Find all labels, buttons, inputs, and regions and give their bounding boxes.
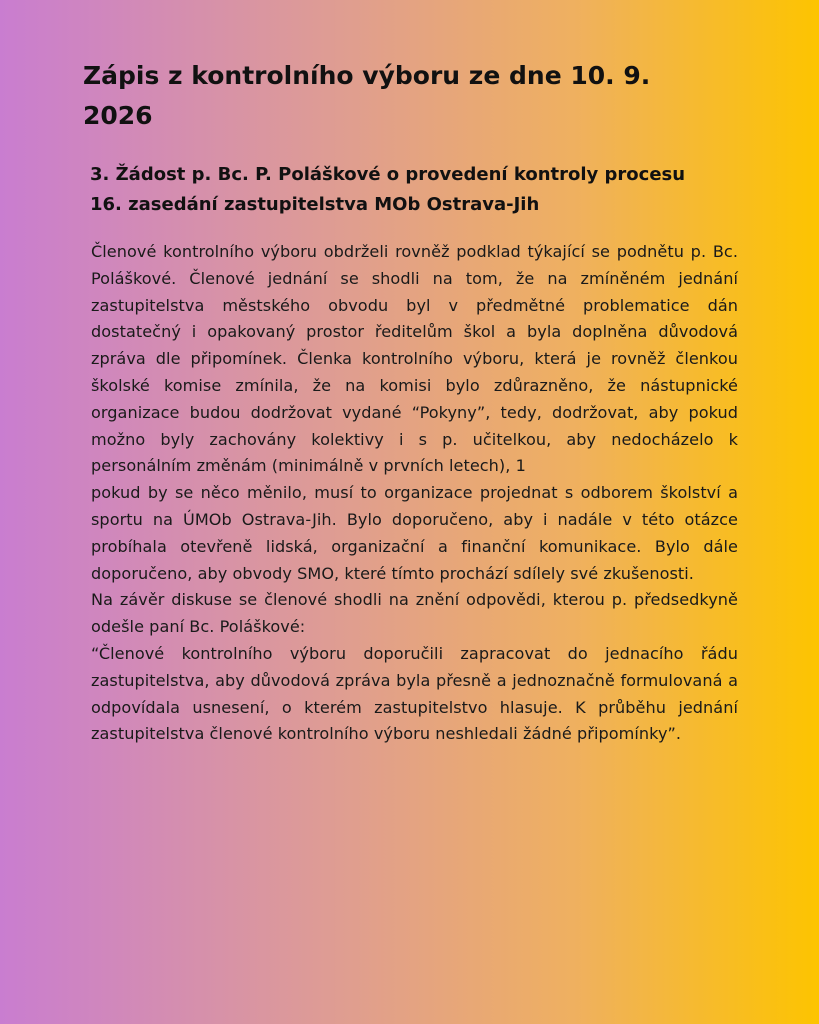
- paragraph-2: pokud by se něco měnilo, musí to organizace projednat s odborem školství a sportu na ÚMOb Ostrava-Jih. Bylo doporučeno, aby i nadále v této otázce probíhala otevřeně lidská, organizační a finanční komunikace. Bylo dále doporučeno, aby obvody SMO, které tímto prochází sdílely své zkušenosti.: [91, 483, 738, 583]
- paragraph-3: Na závěr diskuse se členové shodli na znění odpovědi, kterou p. předsedkyně odešle paní Bc. Poláškové:: [91, 590, 738, 637]
- paragraph-4: “Členové kontrolního výboru doporučili zapracovat do jednacího řádu zastupitelstva, aby důvodová zpráva byla přesně a jednoznačně formulovaná a odpovídala usnesení, o kterém zastupitelstvo hlasuje. K průběhu jednání zastupitelstva členové kontrolního výboru neshledali žádné připomínky”.: [91, 643, 738, 744]
- paragraph-1: Členové kontrolního výboru obdrželi rovněž podklad týkající se podnětu p. Bc. Poláškové. Členové jednání se shodli na tom, že na zmíněném jednání zastupitelstva městského obvodu byl v předmětné problematice dán dostatečný i opakovaný prostor ředitelům škol a byla doplněna důvodová zpráva dle připomínek. Členka kontrolního výboru, která je rovněž členkou školské komise zmínila, že na komisi bylo zdůrazněno, že nástupnické organizace budou dodržovat vydané “Pokyny”, tedy, dodržovat, aby pokud možno byly zachovány kolektivy i s p. učitelkou, aby nedocházelo k personálním změnám (minimálně v prvních letech), 1: [91, 242, 738, 476]
- document-title: Zápis z kontrolního výboru ze dne 10. 9. 2026: [83, 61, 651, 130]
- section-heading: 3. Žádost p. Bc. P. Poláškové o provedení kontroly procesu 16. zasedání zastupitelstva MOb Ostrava-Jih: [90, 164, 686, 215]
- document-body: [91, 239, 738, 748]
